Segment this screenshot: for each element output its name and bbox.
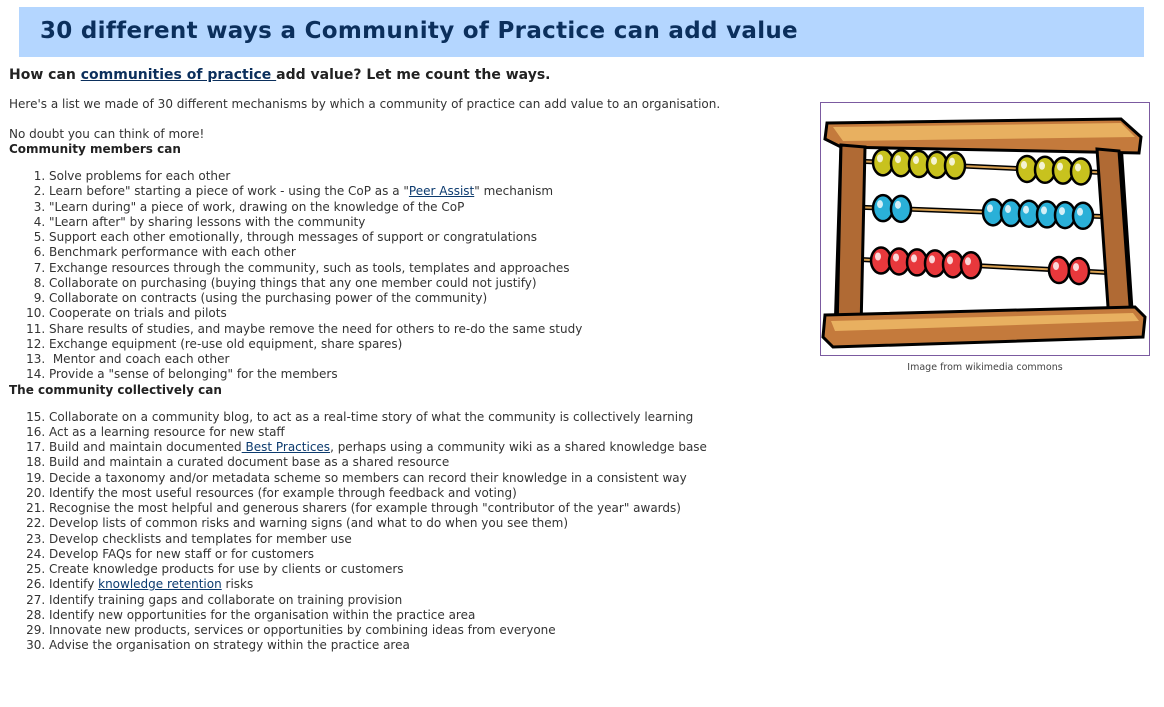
abacus-figure xyxy=(820,102,1150,374)
list-item-text: Build and maintain documented xyxy=(49,440,242,454)
bead-highlight xyxy=(1053,262,1059,270)
list-item xyxy=(49,638,1159,653)
section-members-heading: Community members can xyxy=(9,142,181,156)
subtitle-suffix: add value? Let me count the ways. xyxy=(276,67,551,83)
list-item-text: Develop FAQs for new staff or for customers xyxy=(49,546,315,561)
abacus-bead xyxy=(1049,257,1069,283)
list-item xyxy=(49,440,1159,455)
list-item-text: " mechanism xyxy=(474,184,554,199)
list-item-text: Support each other emotionally, through messages of support or congratulations xyxy=(49,230,537,244)
list-item xyxy=(49,410,1159,425)
bead-highlight xyxy=(987,204,993,212)
list-item-text: Exchange resources through the community, such as tools, templates and approaches xyxy=(49,260,570,275)
bead-highlight xyxy=(913,156,919,164)
abacus-bead xyxy=(891,196,911,222)
subtitle-prefix: How can xyxy=(9,67,81,83)
bead-highlight xyxy=(1005,205,1011,213)
bead-highlight xyxy=(1073,263,1079,271)
list-item-text: Exchange equipment (re-use old equipment, share spares) xyxy=(49,336,403,351)
bead-highlight xyxy=(877,154,883,162)
bead-highlight xyxy=(1057,163,1063,171)
list-item-link[interactable]: Best Practices xyxy=(241,440,331,454)
list-item-text: Build and maintain a curated document base as a shared resource xyxy=(49,455,450,470)
list-item xyxy=(49,516,1159,531)
list-item xyxy=(49,455,1159,470)
list-item xyxy=(49,501,1159,516)
list-item xyxy=(49,577,1159,592)
list-item xyxy=(49,593,1159,608)
list-item xyxy=(49,486,1159,501)
communities-of-practice-link[interactable]: communities of practice xyxy=(80,67,277,83)
intro-paragraph: Here's a list we made of 30 different mechanisms by which a community of practice can add value to an organisation. xyxy=(9,97,721,111)
list-item-link[interactable]: Peer Assist xyxy=(408,184,475,199)
list-item-text: , perhaps using a community wiki as a shared knowledge base xyxy=(330,440,707,454)
bead-highlight xyxy=(965,257,971,265)
list-item-text: Identify the most useful resources (for example through feedback and voting) xyxy=(49,485,517,500)
bead-highlight xyxy=(1075,163,1081,171)
bead-highlight xyxy=(1021,161,1027,169)
list-item-text: Identify new opportunities for the organisation within the practice area xyxy=(49,607,476,622)
list-item-text: Create knowledge products for use by clients or customers xyxy=(49,562,404,576)
list-item-text: Solve problems for each other xyxy=(49,169,231,183)
list-item xyxy=(49,562,1159,577)
bead-highlight xyxy=(895,201,901,209)
list-item xyxy=(49,425,1159,440)
list-item-text: Innovate new products, services or opportunities by combining ideas from everyone xyxy=(49,623,556,637)
list-item xyxy=(49,471,1159,486)
abacus-bead xyxy=(1073,203,1093,229)
bead-highlight xyxy=(1023,206,1029,214)
abacus-beads xyxy=(871,149,1093,284)
header-banner xyxy=(19,7,1144,57)
abacus-icon xyxy=(821,103,1149,355)
post-subtitle xyxy=(9,64,1159,86)
abacus-bead xyxy=(945,153,965,179)
list-item-text: "Learn after" by sharing lessons with the community xyxy=(49,214,366,229)
list-item-text: Recognise the most helpful and generous sharers (for example through "contributor of the year" awards) xyxy=(49,501,681,515)
list-item-text: "Learn during" a piece of work, drawing on the knowledge of the CoP xyxy=(49,199,465,214)
list-item-text: Identify xyxy=(49,577,99,592)
collective-list xyxy=(9,410,1159,654)
list-item-text: Share results of studies, and maybe remove the need for others to re-do the same study xyxy=(49,321,583,336)
bead-highlight xyxy=(877,200,883,208)
list-item-text: Decide a taxonomy and/or metadata scheme so members can record their knowledge in a consistent way xyxy=(49,470,687,485)
list-item-text: Provide a "sense of belonging" for the members xyxy=(49,367,338,382)
image-caption: Image from wikimedia commons xyxy=(907,362,1063,373)
section-collective-heading: The community collectively can xyxy=(9,382,222,397)
abacus-bead xyxy=(1069,258,1089,284)
list-item-text: Benchmark performance with each other xyxy=(49,245,296,260)
bead-highlight xyxy=(911,254,917,262)
list-item-text: risks xyxy=(221,577,254,592)
bead-highlight xyxy=(1059,207,1065,215)
list-item-text: Collaborate on contracts (using the purchasing power of the community) xyxy=(49,291,488,305)
list-item-text: Advise the organisation on strategy within the practice area xyxy=(49,638,410,653)
list-item xyxy=(49,623,1159,638)
abacus-bead xyxy=(961,252,981,278)
intro-note: No doubt you can think of more! xyxy=(9,127,205,141)
list-item-text: Act as a learning resource for new staff xyxy=(49,424,285,439)
bead-highlight xyxy=(929,255,935,263)
bead-highlight xyxy=(947,256,953,264)
list-item-text: Mentor and coach each other xyxy=(49,352,230,366)
list-item-text: Collaborate on a community blog, to act as a real-time story of what the community is collectively learning xyxy=(49,409,694,424)
bead-highlight xyxy=(875,252,881,260)
list-item-text: Identify training gaps and collaborate on training provision xyxy=(49,592,403,607)
list-item xyxy=(49,532,1159,547)
image-frame xyxy=(820,102,1150,356)
list-item-text: Collaborate on purchasing (buying things that any one member could not justify) xyxy=(49,275,537,290)
bead-highlight xyxy=(1039,162,1045,170)
page-title: 30 different ways a Community of Practice can add value xyxy=(40,18,798,44)
bead-highlight xyxy=(931,157,937,165)
list-item xyxy=(49,608,1159,623)
list-item-text: Develop lists of common risks and warning signs (and what to do when you see them) xyxy=(49,516,569,531)
list-item xyxy=(49,547,1159,562)
list-item-link[interactable]: knowledge retention xyxy=(98,577,222,592)
list-item-text: Learn before" starting a piece of work - using the CoP as a " xyxy=(49,184,409,199)
list-item-text: Develop checklists and templates for member use xyxy=(49,531,352,546)
bead-highlight xyxy=(1077,208,1083,216)
bead-highlight xyxy=(949,158,955,166)
abacus-bead xyxy=(1071,158,1091,184)
list-item-text: Cooperate on trials and pilots xyxy=(49,306,227,321)
bead-highlight xyxy=(895,155,901,163)
bead-highlight xyxy=(893,253,899,261)
bead-highlight xyxy=(1041,206,1047,214)
